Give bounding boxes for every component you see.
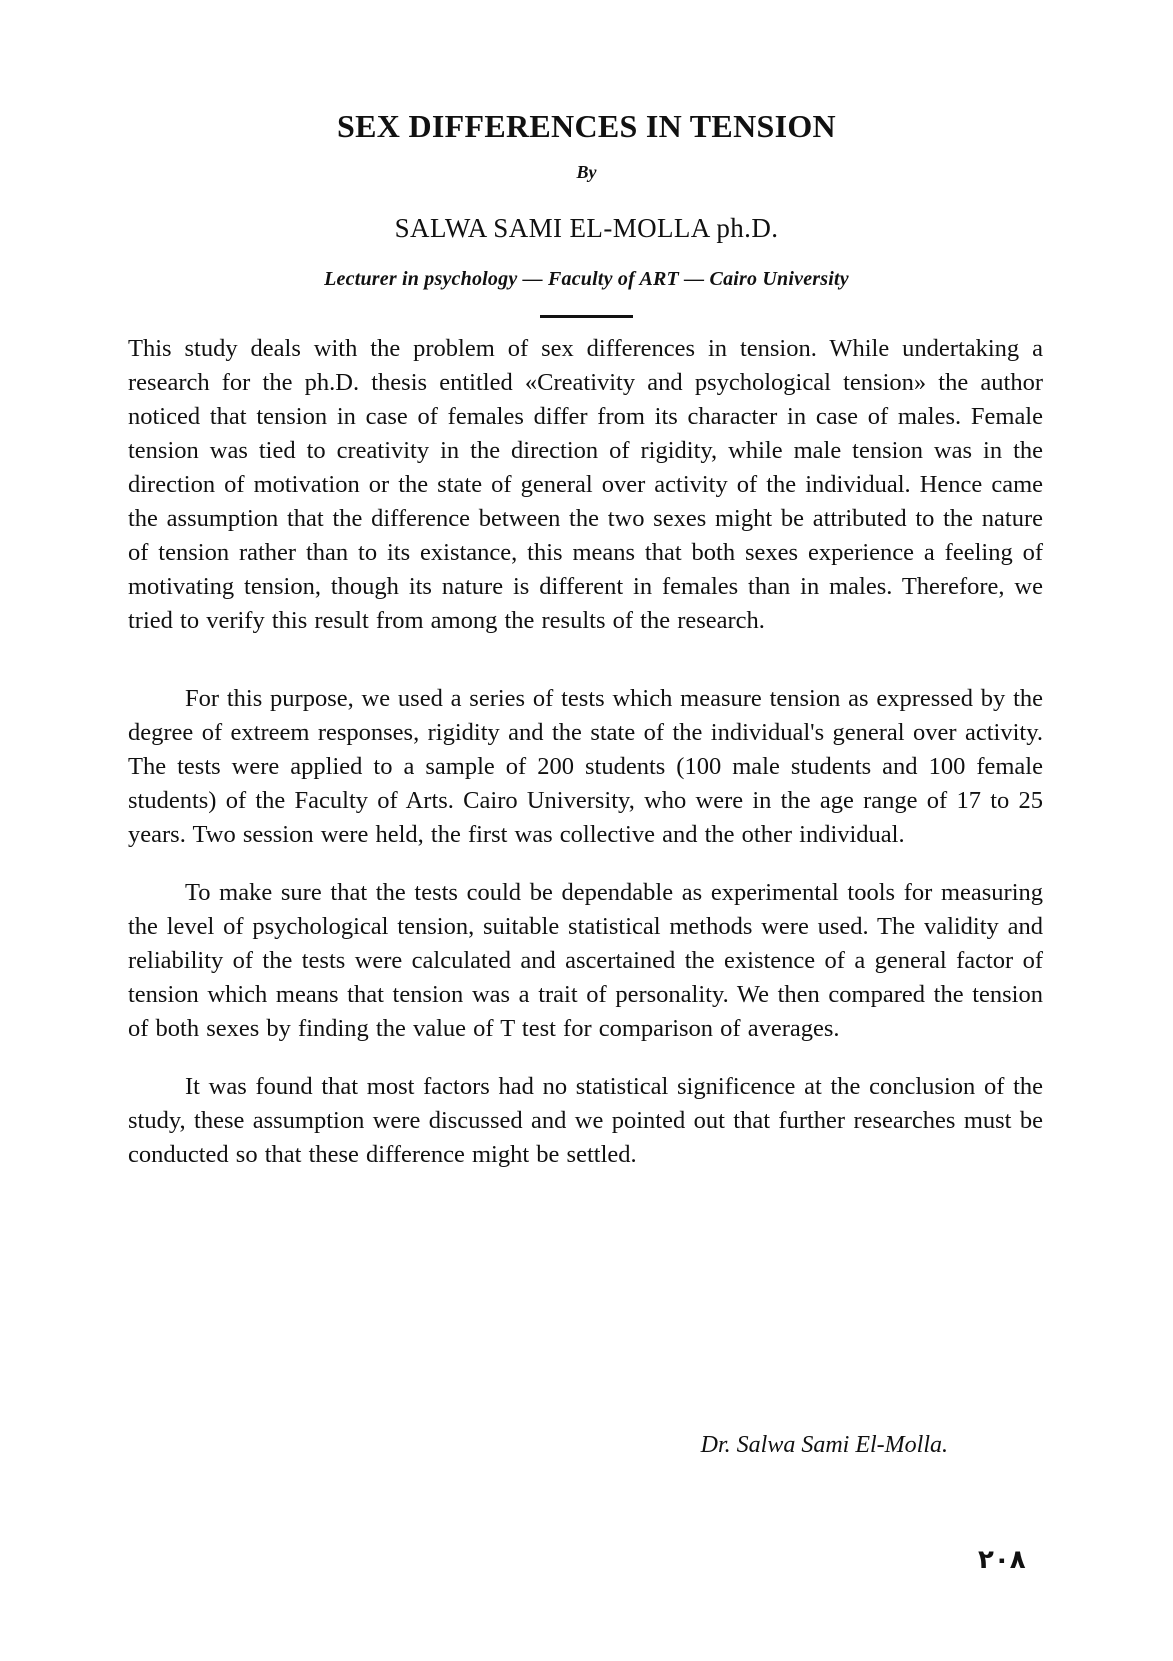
page-number: ٢٠٨ (978, 1545, 1026, 1575)
paragraph-method: For this purpose, we used a series of tests which measure tension as expressed by the degree of extreem responses, rigidity and the state of the individual's general over activity. The tests were applied to a sample of 200 students (100 male students and 100 female students) of the Faculty of Arts. Cairo University, who were in the age range of 17 to 25 years. Two session were held, the first was collective and the other individual. (128, 685, 1043, 848)
author-signature: Dr. Salwa Sami El-Molla. (700, 1432, 948, 1458)
paragraph-results: It was found that most factors had no statistical significence at the conclusion of the study, these assumption were discussed and we pointed out that further researches must be conducted so that these difference might be settled. (128, 1073, 1043, 1168)
author-name: SALWA SAMI EL-MOLLA ph.D. (394, 213, 779, 243)
abstract-body (128, 332, 1043, 1172)
document-title: SEX DIFFERENCES IN TENSION (337, 108, 836, 144)
title-divider (540, 315, 633, 318)
author-affiliation: Lecturer in psychology — Faculty of ART — Cairo University (324, 268, 849, 290)
byline: By (576, 162, 597, 182)
paragraph-intro: This study deals with the problem of sex differences in tension. While undertaking a research for the ph.D. thesis entitled «Creativity and psychological tension» the author noticed that tension in case of females differ from its character in case of males. Female tension was tied to creativity in the direction of rigidity, while male tension was in the direction of motivation or the state of general over activity of the individual. Hence came the assumption that the difference between the two sexes might be attributed to the nature of tension rather than to its existance, this means that both sexes experience a feeling of motivating tension, though its nature is different in females than in males. Therefore, we tried to verify this result from among the results of the research. (128, 335, 1043, 634)
paragraph-validity: To make sure that the tests could be dependable as experimental tools for measuring the level of psychological tension, suitable statistical methods were used. The validity and reliability of the tests were calculated and ascertained the existence of a general factor of tension which means that tension was a trait of personality. We then compared the tension of both sexes by finding the value of T test for comparison of averages. (128, 879, 1043, 1042)
